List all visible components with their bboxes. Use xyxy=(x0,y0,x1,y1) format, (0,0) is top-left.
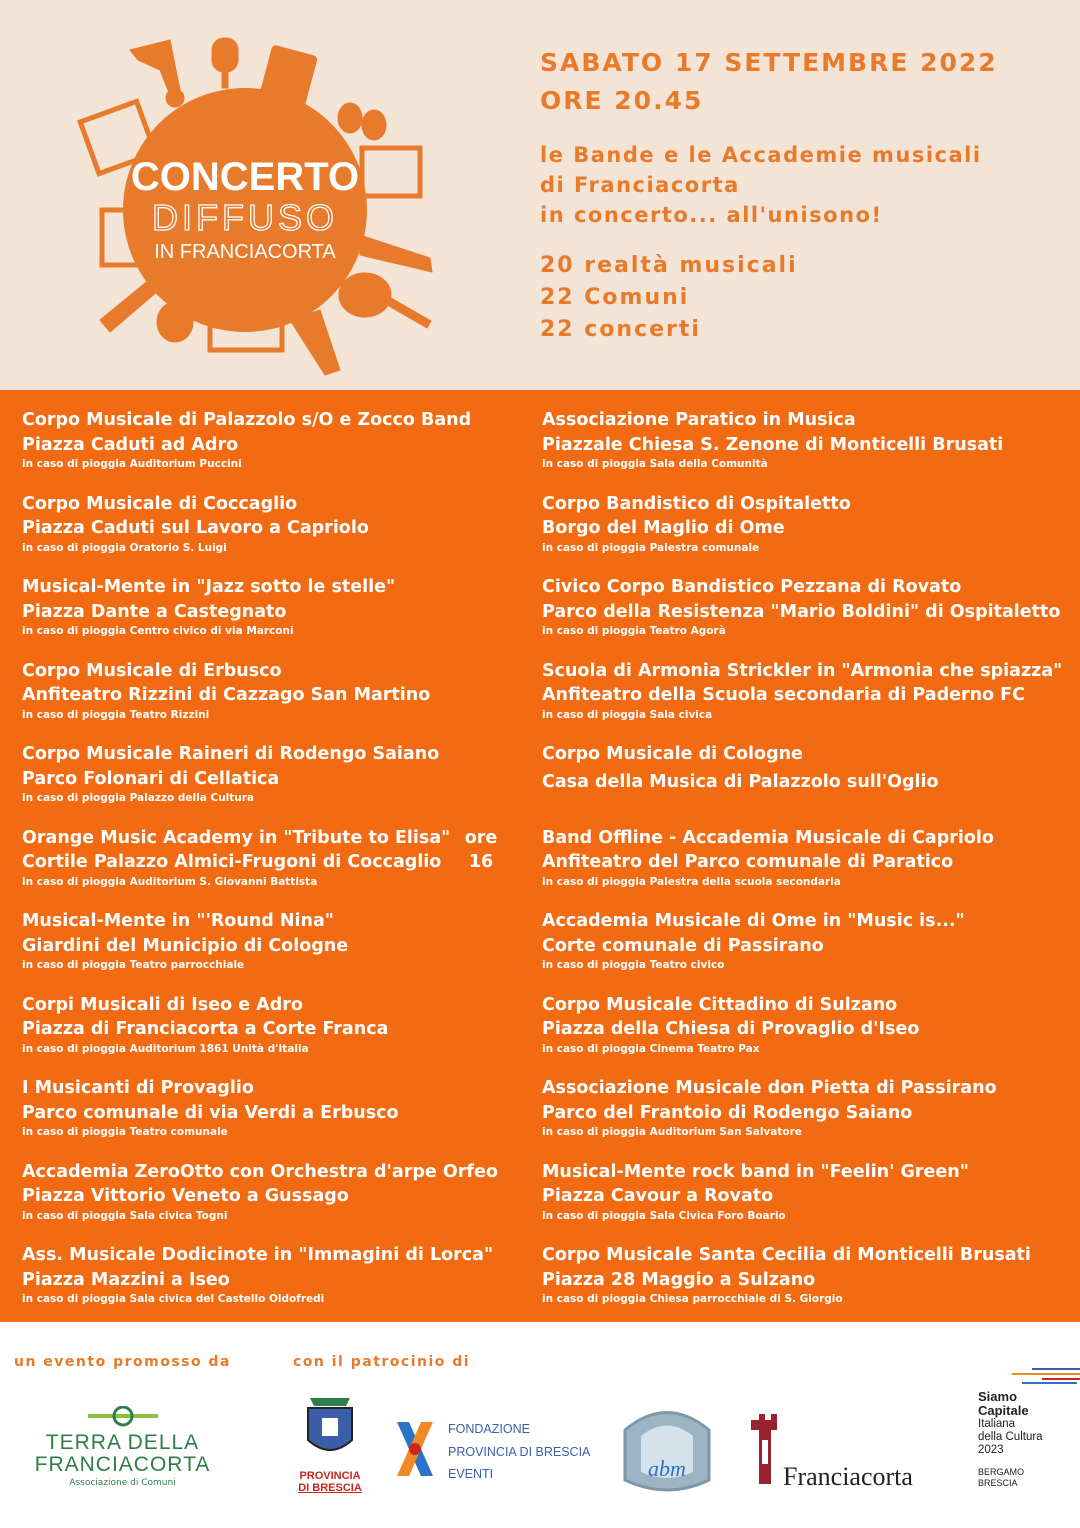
event-facts xyxy=(540,250,998,346)
concert-venue: Piazza Caduti ad Adro xyxy=(22,434,239,455)
concert-group: Corpo Musicale di Erbusco xyxy=(22,660,282,681)
concert-rain-location: in caso di pioggia Centro civico di via Marconi xyxy=(22,625,294,637)
concert-entry xyxy=(22,826,542,910)
fondazione-line: FONDAZIONE xyxy=(448,1422,530,1436)
concert-rain-location: in caso di pioggia Oratorio S. Luigi xyxy=(22,541,227,554)
abm-mark: abm xyxy=(648,1456,686,1481)
concert-group: Corpo Bandistico di Ospitaletto xyxy=(542,493,851,514)
concert-venue: Anfiteatro della Scuola secondaria di Paderno FC xyxy=(542,685,1025,705)
terra-sub: Associazione di Comuni xyxy=(69,1478,176,1488)
concert-group: Civico Corpo Bandistico Pezzana di Rovato xyxy=(542,577,962,597)
concert-group: Corpo Musicale Cittadino di Sulzano xyxy=(542,994,898,1015)
franciacorta-tower-icon xyxy=(745,1410,785,1490)
concert-rain-location: in caso di pioggia Auditorium S. Giovanni Battista xyxy=(22,875,318,888)
capitale-r2: della Cultura xyxy=(978,1431,1043,1443)
event-date: SABATO 17 SETTEMBRE 2022 xyxy=(540,48,998,77)
abm-bande-logo xyxy=(615,1400,719,1500)
fact-line: 22 Comuni xyxy=(540,285,690,310)
concert-group: Ass. Musicale Dodicinote in "Immagini di Lorca" xyxy=(22,1245,494,1265)
capitale-s2: BRESCIA xyxy=(978,1478,1018,1488)
fondazione-text xyxy=(448,1418,590,1486)
concert-venue: Piazza Vittorio Veneto a Gussago xyxy=(22,1186,349,1206)
concert-column-left xyxy=(22,408,542,1327)
concert-rain-location: in caso di pioggia Sala della Comunità xyxy=(542,458,768,470)
concert-venue: Parco Folonari di Cellatica xyxy=(22,768,280,789)
concert-venue: Borgo del Maglio di Ome xyxy=(542,518,785,538)
concert-rain-location: in caso di pioggia Auditorium Puccini xyxy=(22,458,242,470)
concert-entry xyxy=(22,1076,542,1160)
event-time: ORE 20.45 xyxy=(540,86,704,115)
concert-venue: Cortile Palazzo Almici-Frugoni di Coccaglio xyxy=(22,852,442,872)
concert-entry xyxy=(542,993,1062,1077)
concert-group: Corpo Musicale Raineri di Rodengo Saiano xyxy=(22,744,440,764)
logo-line-1: CONCERTO xyxy=(130,155,360,199)
concert-entry xyxy=(542,1076,1062,1160)
concert-list-section xyxy=(0,390,1080,1322)
subtitle-line: in concerto... all'unisono! xyxy=(540,203,883,227)
concert-entry xyxy=(22,408,542,492)
concert-venue: Anfiteatro Rizzini di Cazzago San Martino xyxy=(22,685,431,705)
provincia-line-1: PROVINCIA xyxy=(299,1470,361,1482)
concert-group: Corpo Musicale Santa Cecilia di Monticelli Brusati xyxy=(542,1245,1031,1265)
capitale-bold-1: Siamo xyxy=(978,1389,1018,1404)
concert-entry xyxy=(542,742,1062,826)
terra-line-1: TERRA DELLA xyxy=(45,1431,200,1454)
footer-section xyxy=(0,1322,1080,1528)
concert-venue: Anfiteatro del Parco comunale di Paratico xyxy=(542,852,954,872)
provincia-line-2: DI BRESCIA xyxy=(298,1482,362,1494)
concert-rain-location: in caso di pioggia Teatro Agorà xyxy=(542,625,726,637)
concert-rain-location: in caso di pioggia Sala civica Togni xyxy=(22,1209,228,1222)
concert-entry xyxy=(22,742,542,826)
provincia-crest-icon xyxy=(300,1394,360,1466)
subtitle-line: le Bande e le Accademie musicali xyxy=(540,143,982,167)
concert-group: Band Offline - Accademia Musicale di Capriolo xyxy=(542,827,994,848)
concert-venue: Parco della Resistenza "Mario Boldini" di Ospitaletto xyxy=(542,601,1061,622)
terra-franciacorta-icon xyxy=(88,1406,158,1428)
concert-rain-location: in caso di pioggia Palazzo della Cultura xyxy=(22,792,255,804)
concert-entry xyxy=(542,826,1062,910)
concert-rain-location: in caso di pioggia Chiesa parrocchiale di S. Giorgio xyxy=(542,1293,843,1305)
fact-line: 22 concerti xyxy=(540,317,701,342)
logo-line-2: DIFFUSO xyxy=(152,197,338,238)
concert-entry xyxy=(22,1243,542,1327)
concert-entry xyxy=(542,408,1062,492)
concert-rain-location: in caso di pioggia Palestra della scuola secondaria xyxy=(542,875,841,888)
concert-entry xyxy=(22,492,542,576)
franciacorta-logo xyxy=(745,1410,913,1494)
concert-group: Scuola di Armonia Strickler in "Armonia che spiazza" xyxy=(542,660,1063,681)
concert-group: Corpi Musicali di Iseo e Adro xyxy=(22,994,303,1015)
concert-rain-location: in caso di pioggia Teatro comunale xyxy=(22,1126,228,1138)
concert-rain-location: in caso di pioggia Teatro civico xyxy=(542,959,725,971)
concert-venue: Piazza 28 Maggio a Sulzano xyxy=(542,1269,816,1290)
concert-rain-location: in caso di pioggia Teatro parrocchiale xyxy=(22,959,245,971)
concert-entry xyxy=(22,909,542,993)
event-info xyxy=(540,44,998,346)
header-section xyxy=(0,0,1080,390)
fondazione-x-icon xyxy=(393,1418,437,1482)
concert-venue: Parco comunale di via Verdi a Erbusco xyxy=(22,1102,399,1123)
time-note-line: ore xyxy=(464,827,498,848)
concert-venue: Piazza della Chiesa di Provaglio d'Iseo xyxy=(542,1019,920,1039)
capitale-r1: Italiana xyxy=(978,1418,1016,1430)
logo-line-3: IN FRANCIACORTA xyxy=(154,241,336,263)
provincia-brescia-logo xyxy=(295,1394,365,1494)
concert-rain-location: in caso di pioggia Auditorium San Salvatore xyxy=(542,1126,802,1138)
concert-entry xyxy=(542,492,1062,576)
concert-rain-location: in caso di pioggia Teatro Rizzini xyxy=(22,708,210,721)
concert-group: Corpo Musicale di Palazzolo s/O e Zocco Band xyxy=(22,410,472,430)
concert-rain-location: in caso di pioggia Sala civica del Castello Oldofredi xyxy=(22,1293,325,1305)
concert-time-note xyxy=(464,826,498,875)
concert-venue: Piazza Caduti sul Lavoro a Capriolo xyxy=(22,518,369,538)
concert-venue: Casa della Musica di Palazzolo sull'Oglio xyxy=(542,771,939,792)
concert-entry xyxy=(542,1160,1062,1244)
capitale-bold-2: Capitale xyxy=(978,1403,1029,1418)
concert-group: Orange Music Academy in "Tribute to Elisa" xyxy=(22,827,451,848)
fondazione-line: PROVINCIA DI BRESCIA xyxy=(448,1444,591,1459)
concert-entry xyxy=(22,993,542,1077)
concert-venue: Corte comunale di Passirano xyxy=(542,935,824,956)
subtitle-line: di Franciacorta xyxy=(540,173,740,197)
concert-group: Associazione Paratico in Musica xyxy=(542,410,856,430)
capitale-stripes-icon xyxy=(1002,1368,1080,1386)
concert-group: Accademia ZeroOtto con Orchestra d'arpe Orfeo xyxy=(22,1161,498,1182)
franciacorta-wordmark: Franciacorta xyxy=(783,1462,913,1491)
concert-venue: Piazzale Chiesa S. Zenone di Monticelli Brusati xyxy=(542,434,1004,455)
concert-entry xyxy=(542,575,1062,659)
terra-franciacorta-logo xyxy=(20,1406,225,1488)
concert-entry xyxy=(22,1160,542,1244)
fact-line: 20 realtà musicali xyxy=(540,253,798,278)
concert-venue: Piazza di Franciacorta a Corte Franca xyxy=(22,1019,389,1039)
fondazione-line: EVENTI xyxy=(448,1467,494,1481)
time-note-line: 16 xyxy=(468,852,494,872)
concert-venue: Piazza Dante a Castegnato xyxy=(22,601,287,622)
concert-rain-location: in caso di pioggia Palestra comunale xyxy=(542,541,760,554)
fondazione-logo xyxy=(393,1418,591,1486)
concert-group: Musical-Mente in "'Round Nina" xyxy=(22,911,334,931)
patronage-label: con il patrocinio di xyxy=(293,1354,471,1370)
concert-column-right xyxy=(542,408,1062,1327)
concert-rain-location: in caso di pioggia Sala Civica Foro Boario xyxy=(542,1209,786,1222)
concert-rain-location: in caso di pioggia Cinema Teatro Pax xyxy=(542,1042,760,1055)
concert-entry xyxy=(542,909,1062,993)
concert-rain-location: in caso di pioggia Auditorium 1861 Unità d'Italia xyxy=(22,1042,309,1055)
concerto-diffuso-logo xyxy=(60,30,440,380)
concert-entry xyxy=(22,659,542,743)
concert-group: Accademia Musicale di Ome in "Music is..." xyxy=(542,911,965,931)
concert-venue: Parco del Frantoio di Rodengo Saiano xyxy=(542,1102,913,1123)
concert-group: Musical-Mente rock band in "Feelin' Green" xyxy=(542,1161,969,1182)
promoted-by-label: un evento promosso da xyxy=(14,1354,231,1370)
concert-group: I Musicanti di Provaglio xyxy=(22,1078,254,1098)
concert-venue: Piazza Cavour a Rovato xyxy=(542,1186,774,1206)
capitale-s1: BERGAMO xyxy=(978,1467,1025,1477)
concert-rain-location: in caso di pioggia Sala civica xyxy=(542,708,713,721)
terra-line-2: FRANCIACORTA xyxy=(34,1453,211,1476)
capitale-cultura-logo xyxy=(978,1368,1073,1489)
concert-venue: Piazza Mazzini a Iseo xyxy=(22,1269,230,1290)
capitale-r3: 2023 xyxy=(978,1444,1004,1456)
concert-group: Corpo Musicale di Cologne xyxy=(542,744,803,764)
concert-entry xyxy=(542,1243,1062,1327)
concert-group: Musical-Mente in "Jazz sotto le stelle" xyxy=(22,577,396,597)
concert-entry xyxy=(542,659,1062,743)
concert-group: Associazione Musicale don Pietta di Passirano xyxy=(542,1078,997,1098)
concert-venue: Giardini del Municipio di Cologne xyxy=(22,935,349,956)
concert-group: Corpo Musicale di Coccaglio xyxy=(22,493,298,514)
concert-entry xyxy=(22,575,542,659)
event-subtitle xyxy=(540,140,998,230)
